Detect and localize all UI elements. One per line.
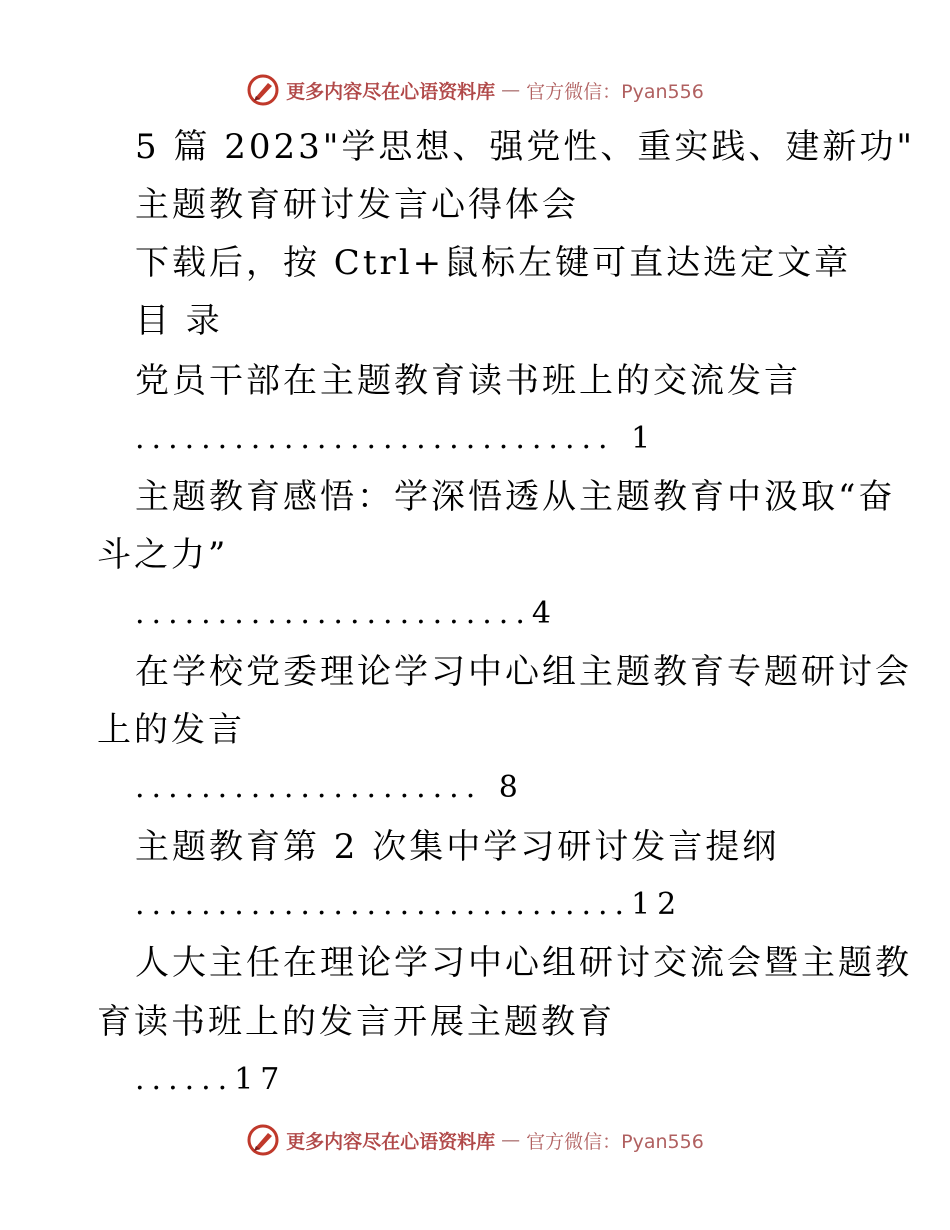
toc-entry-4-leader[interactable]: ..............................12 [135, 887, 684, 922]
toc-entry-2-title[interactable]: 主题教育感悟：学深悟透从主题教育中汲取“奋 [135, 477, 896, 517]
toc-entry-1-title[interactable]: 党员干部在主题教育读书班上的交流发言 [135, 361, 801, 401]
watermark-contact: 官方微信：Pyan556 [526, 1130, 704, 1153]
watermark-banner-top [0, 70, 950, 110]
toc-entry-3-title-cont[interactable]: 上的发言 [97, 710, 245, 750]
watermark-separator: — [501, 79, 521, 101]
watermark-separator: — [501, 1129, 521, 1151]
watermark-lead: 更多内容尽在心语资料库 [286, 80, 496, 103]
toc-entry-5-title-cont[interactable]: 育读书班上的发言开展主题教育 [97, 1002, 615, 1042]
download-hint: 下载后，按 Ctrl+鼠标左键可直达选定文章 [135, 243, 852, 283]
toc-entry-2-title-cont[interactable]: 斗之力” [97, 535, 229, 575]
toc-entry-3-leader[interactable]: ..................... 8 [135, 770, 525, 805]
toc-entry-3-title[interactable]: 在学校党委理论学习中心组主题教育专题研讨会 [135, 652, 912, 692]
toc-entry-5-title[interactable]: 人大主任在理论学习中心组研讨交流会暨主题教 [135, 943, 912, 983]
title-line-1: 5 篇 2023"学思想、强党性、重实践、建新功" [135, 127, 916, 167]
toc-entry-4-title[interactable]: 主题教育第 2 次集中学习研讨发言提纲 [135, 827, 780, 867]
toc-entry-5-leader[interactable]: ......17 [135, 1062, 287, 1097]
watermark-banner-bottom [0, 1120, 950, 1160]
pen-logo-icon [246, 1123, 280, 1157]
watermark-contact: 官方微信：Pyan556 [526, 80, 704, 103]
pen-logo-icon [246, 73, 280, 107]
toc-entry-1-leader[interactable]: ............................. 1 [135, 421, 658, 456]
watermark-lead: 更多内容尽在心语资料库 [286, 1130, 496, 1153]
toc-heading: 目 录 [135, 301, 223, 341]
toc-entry-2-leader[interactable]: ........................4 [135, 596, 558, 631]
title-line-2: 主题教育研讨发言心得体会 [135, 185, 579, 225]
